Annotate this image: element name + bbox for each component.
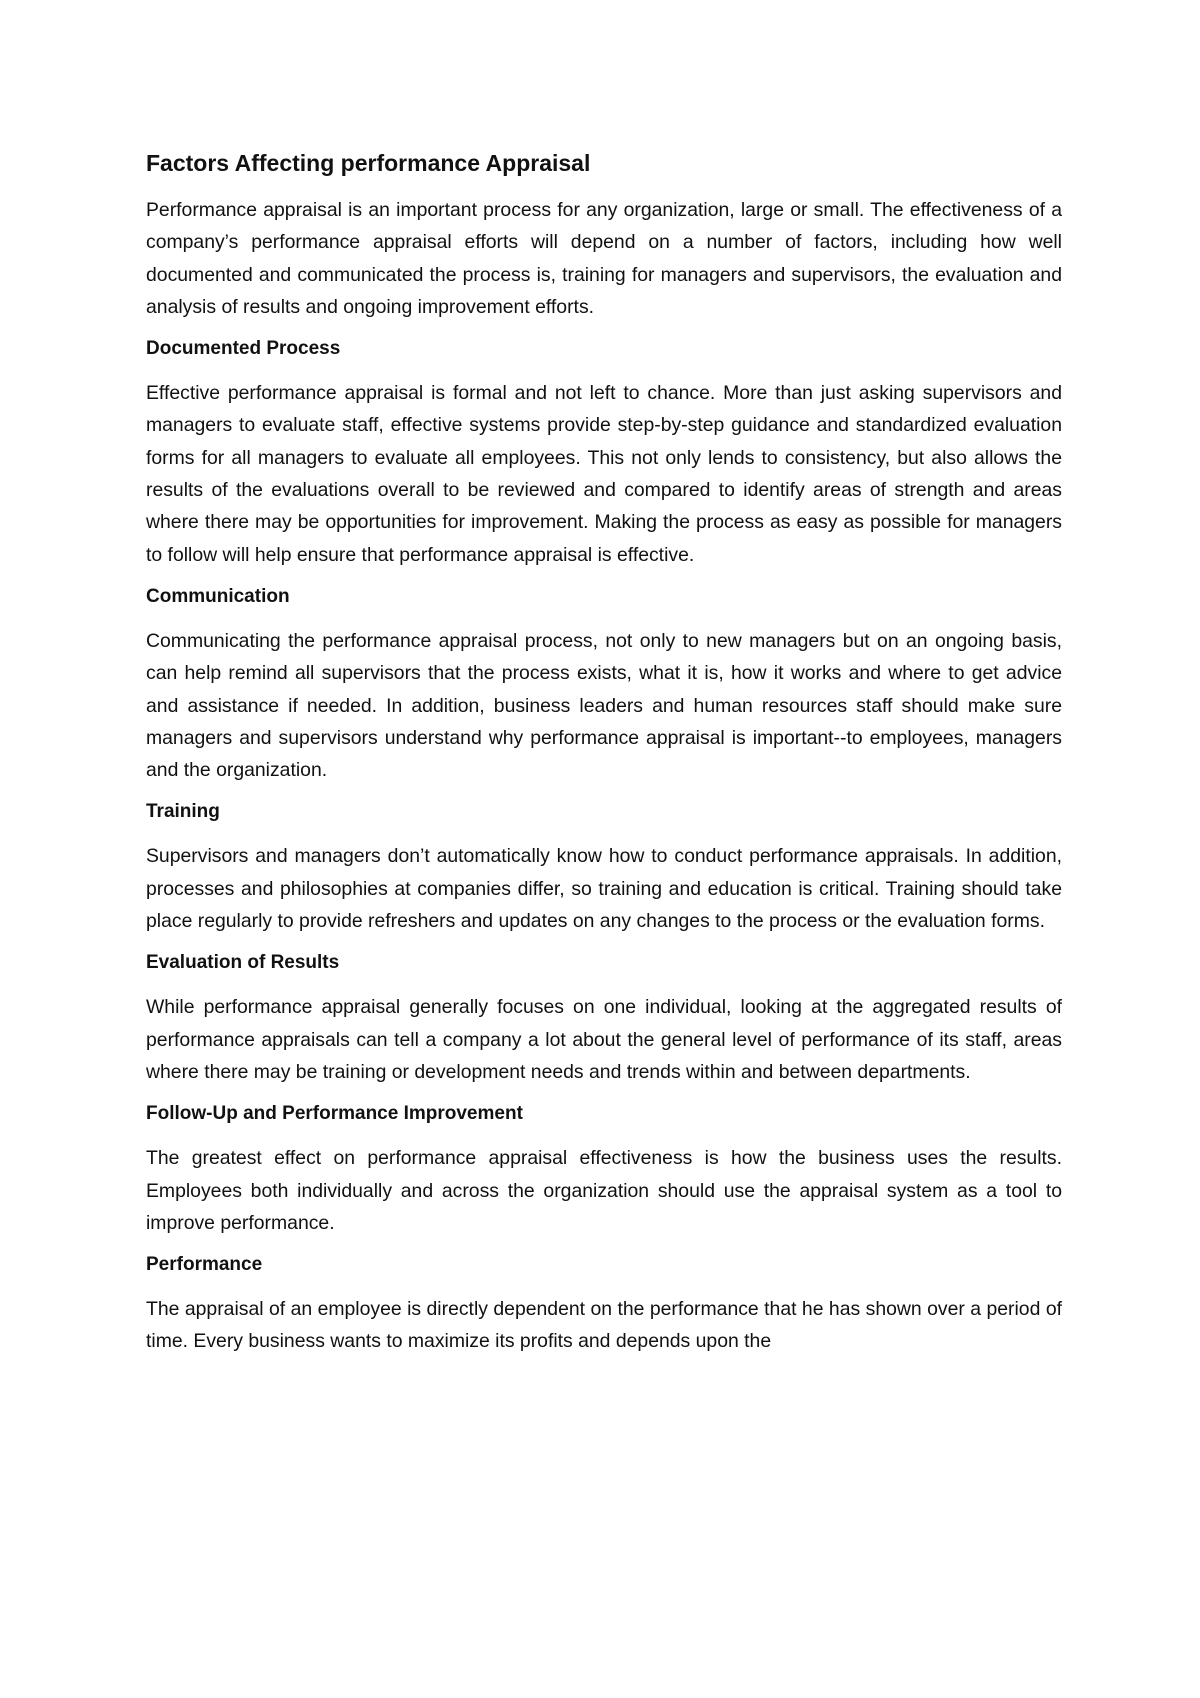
document-page (146, 146, 1062, 1358)
intro-paragraph: Performance appraisal is an important process for any organization, large or small. The effectiveness of a company’s performance appraisal efforts will depend on a number of factors, including how well documented and communicated the process is, training for managers and supervisors, the evaluation and analysis of results and ongoing improvement efforts. (146, 199, 1062, 318)
section-body-training: Supervisors and managers don’t automatically know how to conduct performance appraisals. In addition, processes and philosophies at companies differ, so training and education is critical. Training should take place regularly to provide refreshers and updates on any changes to the process or the evaluation forms. (146, 845, 1062, 933)
section-heading-evaluation-of-results: Evaluation of Results (146, 952, 340, 974)
section-body-performance: The appraisal of an employee is directly dependent on the performance that he has shown over a period of time. Every business wants to maximize its profits and depends upon the (146, 1298, 1062, 1353)
section-body-communication: Communicating the performance appraisal process, not only to new managers but on an ongoing basis, can help remind all supervisors that the process exists, what it is, how it works and where to get advice and assistance if needed. In addition, business leaders and human resources staff should make sure managers and supervisors understand why performance appraisal is important--to employees, managers and the organization. (146, 629, 1062, 782)
section-body-follow-up: The greatest effect on performance appraisal effectiveness is how the business uses the results. Employees both individually and across the organization should use the appraisal system as a tool to improve performance. (146, 1147, 1062, 1234)
section-heading-communication: Communication (146, 585, 290, 607)
document-title: Factors Affecting performance Appraisal (146, 150, 591, 176)
section-heading-training: Training (146, 801, 220, 823)
section-heading-follow-up: Follow-Up and Performance Improvement (146, 1103, 523, 1125)
section-heading-performance: Performance (146, 1254, 263, 1276)
section-heading-documented-process: Documented Process (146, 338, 341, 360)
section-body-documented-process: Effective performance appraisal is formal and not left to chance. More than just asking supervisors and managers to evaluate staff, effective systems provide step-by-step guidance and standardized evaluation forms for all managers to evaluate all employees. This not only lends to consistency, but also allows the results of the evaluations overall to be reviewed and compared to identify areas of strength and areas where there may be opportunities for improvement. Making the process as easy as possible for managers to follow will help ensure that performance appraisal is effective. (146, 382, 1062, 566)
section-body-evaluation-of-results: While performance appraisal generally focuses on one individual, looking at the aggregated results of performance appraisals can tell a company a lot about the general level of performance of its staff, areas where there may be training or development needs and trends within and between departments. (146, 996, 1062, 1083)
